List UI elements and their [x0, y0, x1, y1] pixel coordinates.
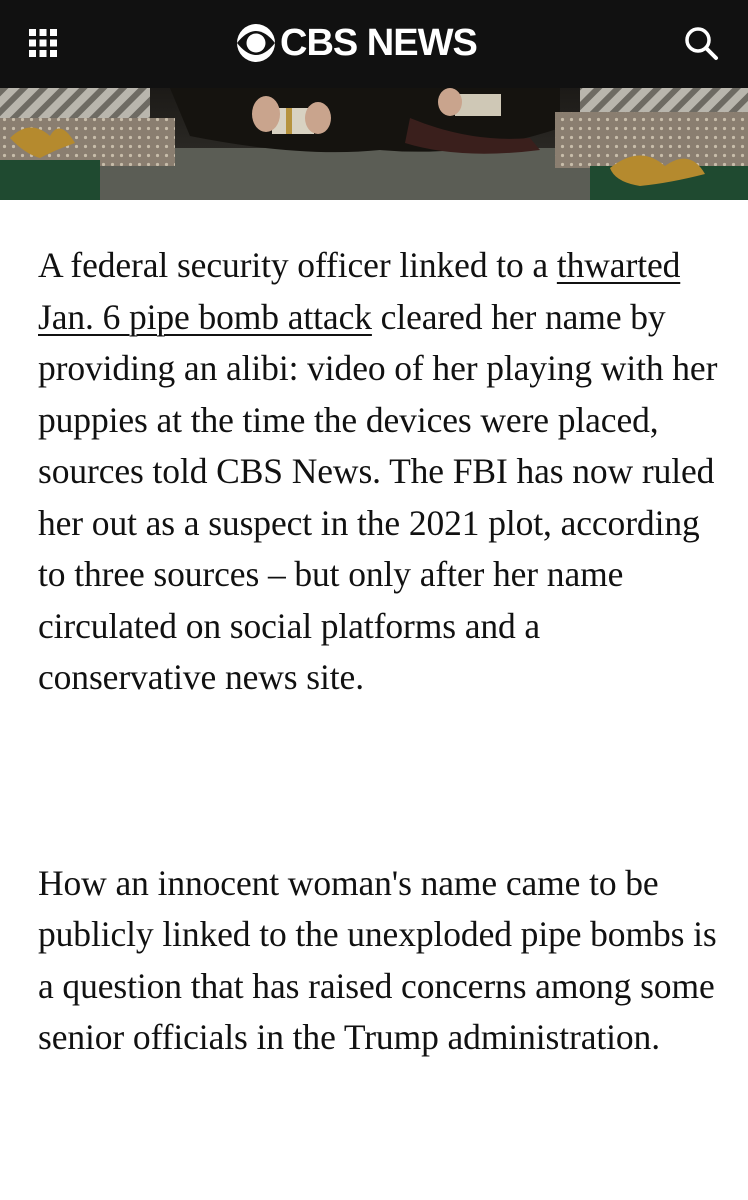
- site-header: [0, 0, 748, 88]
- pipe-bomb-attack-link[interactable]: thwarted Jan. 6 pipe bomb attack: [38, 245, 681, 337]
- search-icon[interactable]: [682, 24, 720, 62]
- cbs-news-logo[interactable]: [236, 20, 477, 66]
- paragraph-body-text: cleared her name by providing an alibi: video of her playing with her puppies at the time the devices were placed, sources told CBS News. The FBI has now ruled her out as a suspect in the 2021 plot, according to three sources – but only after her name circulated on social platforms and a conservative news site.: [38, 296, 718, 697]
- holiday-gifts-photo: [0, 88, 748, 200]
- paragraph-body-text: How an innocent woman's name came to be publicly linked to the unexploded pipe bombs is a question that has raised concerns among some senior officials in the Trump administration.: [38, 862, 717, 1057]
- paragraph-lead-text: A federal security officer linked to a: [38, 245, 557, 285]
- grid-menu-icon[interactable]: [26, 26, 60, 60]
- cbs-eye-icon: [236, 23, 276, 63]
- article-body: [38, 240, 718, 1064]
- article-paragraph: [38, 858, 718, 1064]
- logo-wordmark: CBS NEWS: [280, 22, 477, 64]
- article-paragraph: [38, 240, 718, 704]
